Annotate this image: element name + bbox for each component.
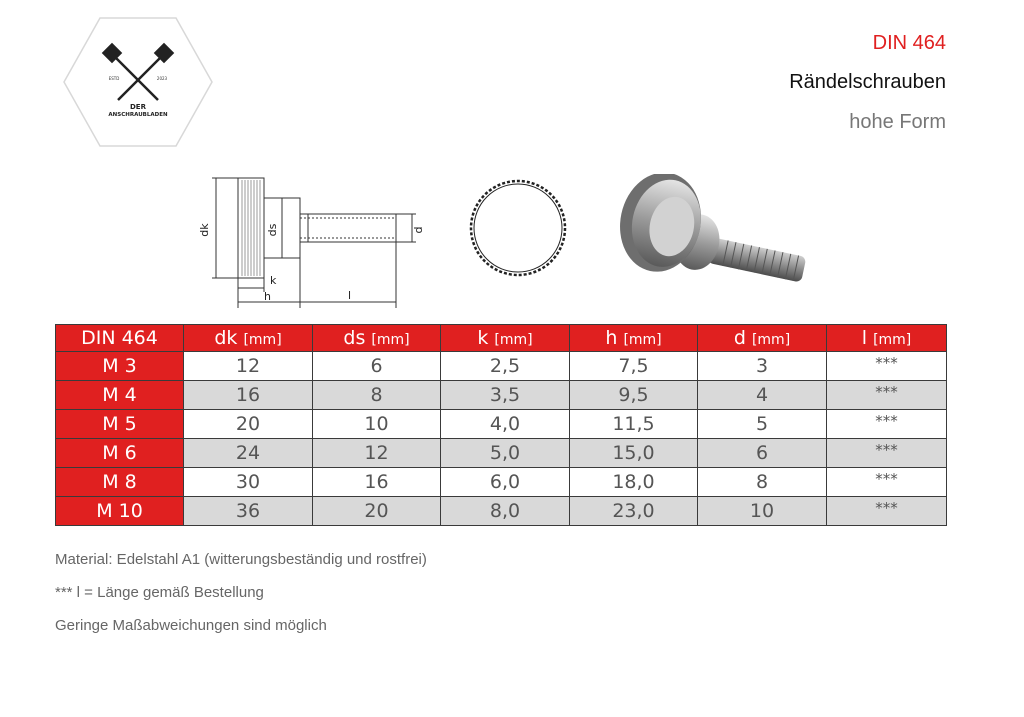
- cell-k: 4,0: [441, 410, 570, 439]
- col-header-k: k [mm]: [441, 325, 570, 352]
- cell-ds: 12: [313, 439, 441, 468]
- row-size: M 10: [56, 497, 184, 526]
- product-photo: [608, 174, 824, 306]
- cell-dk: 30: [184, 468, 313, 497]
- cell-ds: 6: [313, 352, 441, 381]
- table-row: [56, 381, 947, 410]
- cell-k: 5,0: [441, 439, 570, 468]
- cell-h: 9,5: [570, 381, 698, 410]
- dim-h-label: h: [264, 290, 271, 303]
- cell-ds: 16: [313, 468, 441, 497]
- cell-h: 7,5: [570, 352, 698, 381]
- cell-dk: 12: [184, 352, 313, 381]
- cell-l: ***: [827, 497, 947, 526]
- logo-line1: DER: [130, 103, 146, 111]
- row-size: M 3: [56, 352, 184, 381]
- logo: [62, 16, 214, 148]
- dim-k-label: k: [270, 274, 277, 287]
- note-tolerance: Geringe Maßabweichungen sind möglich: [55, 617, 327, 634]
- row-size: M 5: [56, 410, 184, 439]
- note-material: Material: Edelstahl A1 (witterungsbeständig und rostfrei): [55, 551, 427, 568]
- row-size: M 4: [56, 381, 184, 410]
- norm-title: DIN 464: [872, 32, 946, 54]
- logo-estd-text: ESTD: [108, 76, 120, 81]
- cell-d: 6: [698, 439, 827, 468]
- cell-l: ***: [827, 468, 947, 497]
- cell-k: 6,0: [441, 468, 570, 497]
- col-header-dk: dk [mm]: [184, 325, 313, 352]
- col-header-d: d [mm]: [698, 325, 827, 352]
- cell-d: 5: [698, 410, 827, 439]
- cell-dk: 20: [184, 410, 313, 439]
- cell-l: ***: [827, 439, 947, 468]
- row-size: M 8: [56, 468, 184, 497]
- cell-ds: 8: [313, 381, 441, 410]
- cell-ds: 10: [313, 410, 441, 439]
- cell-k: 3,5: [441, 381, 570, 410]
- cell-l: ***: [827, 410, 947, 439]
- table-row: [56, 410, 947, 439]
- cell-l: ***: [827, 352, 947, 381]
- cell-h: 23,0: [570, 497, 698, 526]
- cell-d: 8: [698, 468, 827, 497]
- table-header-row: [56, 325, 947, 352]
- cell-ds: 20: [313, 497, 441, 526]
- note-length: *** l = Länge gemäß Bestellung: [55, 584, 264, 601]
- cell-h: 11,5: [570, 410, 698, 439]
- cell-dk: 16: [184, 381, 313, 410]
- cell-d: 10: [698, 497, 827, 526]
- knurl-top-view: [460, 176, 576, 280]
- cell-l: ***: [827, 381, 947, 410]
- spec-table: [55, 324, 947, 526]
- cell-h: 18,0: [570, 468, 698, 497]
- cell-k: 2,5: [441, 352, 570, 381]
- dim-d-label: d: [412, 226, 425, 234]
- dim-l-label: l: [348, 289, 352, 302]
- table-row: [56, 468, 947, 497]
- row-size: M 6: [56, 439, 184, 468]
- cell-d: 3: [698, 352, 827, 381]
- col-header-l: l [mm]: [827, 325, 947, 352]
- col-header-norm: DIN 464: [56, 325, 184, 352]
- cell-dk: 36: [184, 497, 313, 526]
- table-row: [56, 352, 947, 381]
- table-row: [56, 497, 947, 526]
- col-header-h: h [mm]: [570, 325, 698, 352]
- cell-d: 4: [698, 381, 827, 410]
- cell-h: 15,0: [570, 439, 698, 468]
- dim-dk-label: dk: [198, 223, 211, 237]
- col-header-ds: ds [mm]: [313, 325, 441, 352]
- technical-drawing: [198, 168, 438, 308]
- product-title: Rändelschrauben: [789, 71, 946, 93]
- cell-k: 8,0: [441, 497, 570, 526]
- logo-line2: ANSCHRAUBLADEN: [108, 112, 168, 118]
- cell-dk: 24: [184, 439, 313, 468]
- dim-ds-label: ds: [266, 223, 279, 237]
- table-row: [56, 439, 947, 468]
- product-subtitle: hohe Form: [849, 111, 946, 133]
- logo-year-text: 2023: [156, 76, 168, 81]
